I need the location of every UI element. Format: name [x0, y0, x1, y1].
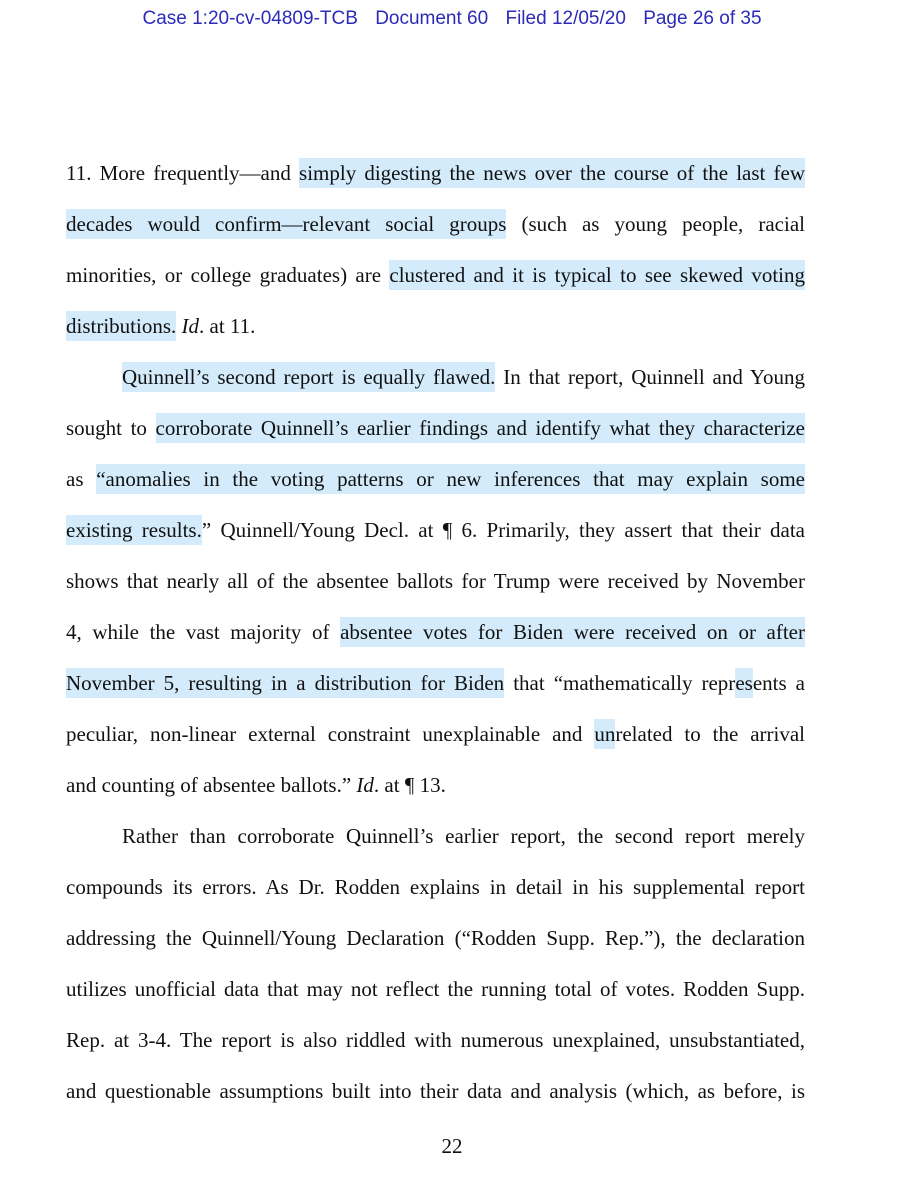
text-line: Quinnell’s second report is equally flawed. In that report, Quinnell and Young [122, 364, 805, 390]
text-line: distributions. Id. at 11. [66, 313, 805, 339]
page-number: 22 [441, 1134, 463, 1158]
case-header [0, 8, 904, 30]
text-line: existing results.” Quinnell/Young Decl. at ¶ 6. Primarily, they assert that their data [66, 517, 805, 543]
highlight: Quinnell’s second report is equally flawed. [122, 362, 495, 392]
highlight: un [594, 719, 615, 749]
text-line: and counting of absentee ballots.” Id. at ¶ 13. [66, 773, 446, 797]
highlight: simply digesting the news over the course of the last few [299, 158, 805, 188]
text-line: Rep. at 3-4. The report is also riddled with numerous unexplained, unsubstantiated, [66, 1028, 805, 1052]
text-line: compounds its errors. As Dr. Rodden explains in detail in his supplemental report [66, 875, 805, 899]
highlight: decades would confirm—relevant social groups [66, 209, 506, 239]
document-number: Document 60 [375, 8, 489, 29]
highlight: corroborate Quinnell’s earlier findings and identify what they characterize [156, 413, 805, 443]
text-line: minorities, or college graduates) are clustered and it is typical to see skewed voting [66, 262, 805, 288]
text-line: 11. More frequently—and simply digesting the news over the course of the last few [66, 160, 805, 186]
text-line: 4, while the vast majority of absentee votes for Biden were received on or after [66, 619, 805, 645]
text-line: sought to corroborate Quinnell’s earlier findings and identify what they characterize [66, 415, 805, 441]
highlight: existing results. [66, 515, 202, 545]
highlight: clustered and it is typical to see skewed voting [389, 260, 805, 290]
text-line: peculiar, non-linear external constraint unexplainable and unrelated to the arrival [66, 721, 805, 747]
highlight: distributions. [66, 311, 176, 341]
text-line: November 5, resulting in a distribution for Biden that “mathematically represents a [66, 670, 805, 696]
text-line: addressing the Quinnell/Young Declaration (“Rodden Supp. Rep.”), the declaration [66, 926, 805, 950]
text-line: and questionable assumptions built into their data and analysis (which, as before, is [66, 1079, 805, 1103]
highlight: absentee votes for Biden were received on or after [340, 617, 805, 647]
text-line: as “anomalies in the voting patterns or new inferences that may explain some [66, 466, 805, 492]
text-line: Rather than corroborate Quinnell’s earlier report, the second report merely [122, 824, 805, 848]
highlight: “anomalies in the voting patterns or new inferences that may explain some [96, 464, 805, 494]
highlight: es [735, 668, 753, 698]
text-line: utilizes unofficial data that may not reflect the running total of votes. Rodden Supp. [66, 977, 805, 1001]
highlight: November 5, resulting in a distribution for Biden [66, 668, 504, 698]
text-line: decades would confirm—relevant social groups (such as young people, racial [66, 211, 805, 237]
page-count: Page 26 of 35 [643, 8, 762, 29]
text-line: shows that nearly all of the absentee ballots for Trump were received by November [66, 569, 805, 593]
case-number: Case 1:20-cv-04809-TCB [142, 8, 358, 29]
filed-date: Filed 12/05/20 [505, 8, 626, 29]
